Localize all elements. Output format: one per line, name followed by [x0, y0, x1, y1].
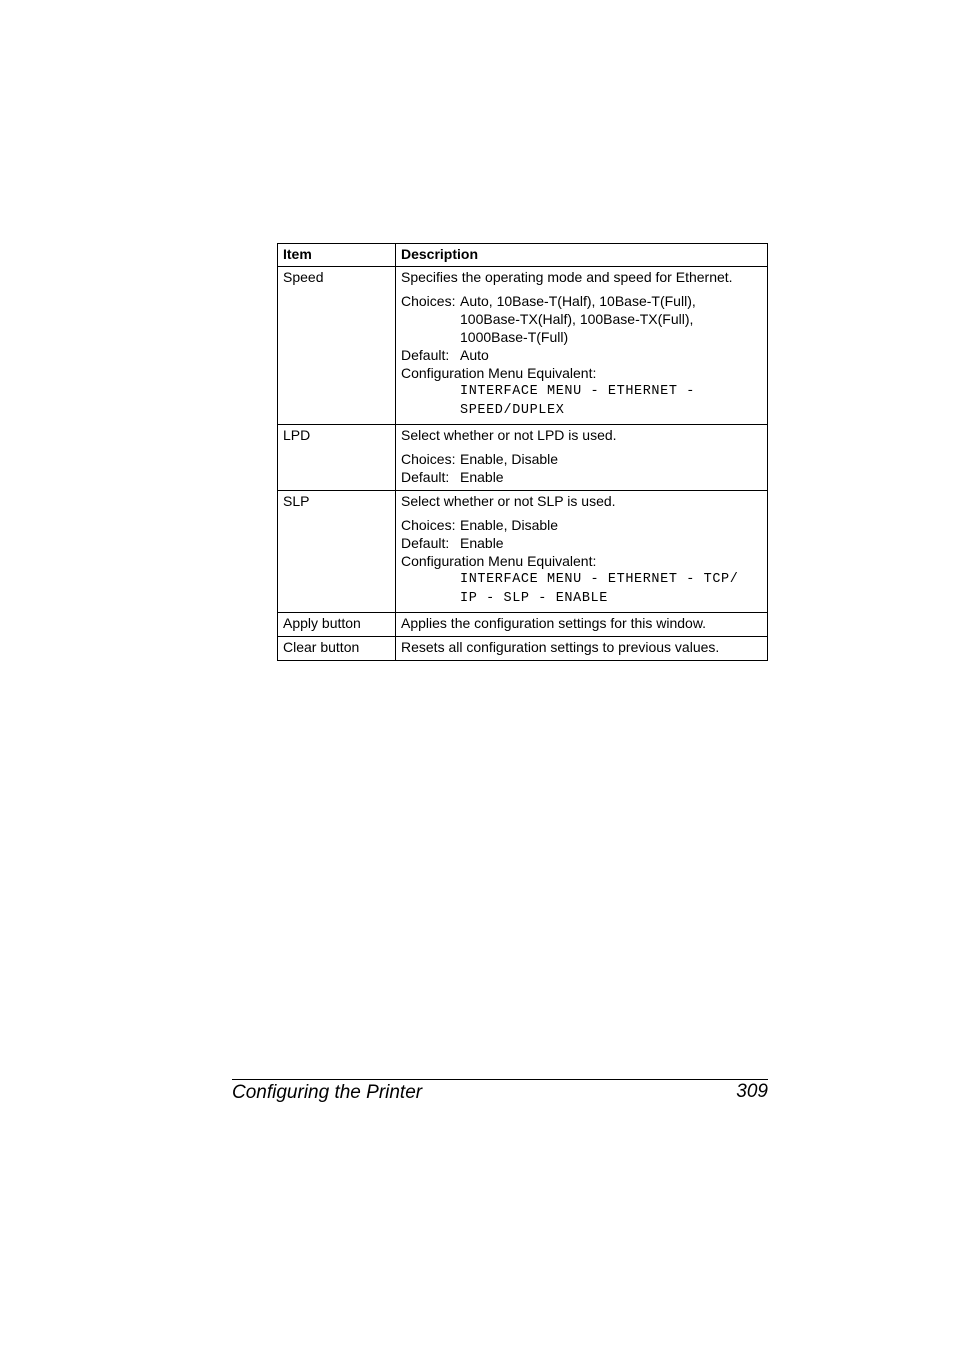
slp-choices-label: Choices:	[401, 517, 456, 533]
lpd-intro: Select whether or not LPD is used.	[401, 427, 617, 443]
slp-default-value: Enable	[460, 535, 504, 551]
table-row-speed	[278, 267, 768, 425]
item-clear-button: Clear button	[278, 637, 396, 661]
slp-menu-label: Configuration Menu Equivalent:	[401, 553, 597, 569]
description-lpd	[396, 425, 768, 491]
table-row-apply	[278, 613, 768, 637]
description-clear-button: Resets all configuration settings to previous values.	[396, 637, 768, 661]
lpd-default-value: Enable	[460, 469, 504, 485]
lpd-choices-value: Enable, Disable	[460, 451, 559, 467]
description-apply-button: Applies the configuration settings for this window.	[396, 613, 768, 637]
description-slp	[396, 491, 768, 613]
speed-default-label: Default:	[401, 347, 450, 363]
speed-menu-line2: SPEED/DUPLEX	[460, 403, 565, 418]
slp-menu-line1: INTERFACE MENU - ETHERNET - TCP/	[460, 572, 739, 587]
speed-intro: Specifies the operating mode and speed for Ethernet.	[401, 269, 733, 285]
footer-chapter-title: Configuring the Printer	[232, 1082, 423, 1103]
slp-intro: Select whether or not SLP is used.	[401, 493, 616, 509]
header-description: Description	[396, 244, 768, 267]
table-row-clear	[278, 637, 768, 661]
lpd-default-label: Default:	[401, 469, 450, 485]
table-header-row	[278, 244, 768, 267]
settings-table	[277, 243, 768, 661]
slp-menu-line2: IP - SLP - ENABLE	[460, 591, 608, 606]
slp-choices-value: Enable, Disable	[460, 517, 559, 533]
page-number: 309	[736, 1081, 768, 1102]
table-row-slp	[278, 491, 768, 613]
speed-default-value: Auto	[460, 347, 489, 363]
speed-choices-line2: 100Base-TX(Half), 100Base-TX(Full),	[460, 311, 694, 327]
footer-divider	[232, 1079, 768, 1080]
item-lpd: LPD	[278, 425, 396, 491]
speed-menu-line1: INTERFACE MENU - ETHERNET -	[460, 384, 695, 399]
item-slp: SLP	[278, 491, 396, 613]
item-apply-button: Apply button	[278, 613, 396, 637]
speed-menu-label: Configuration Menu Equivalent:	[401, 365, 597, 381]
item-speed: Speed	[278, 267, 396, 425]
description-speed	[396, 267, 768, 425]
lpd-choices-label: Choices:	[401, 451, 456, 467]
table-row-lpd	[278, 425, 768, 491]
speed-choices-line1: Auto, 10Base-T(Half), 10Base-T(Full),	[460, 293, 696, 309]
speed-choices-line3: 1000Base-T(Full)	[460, 329, 569, 345]
speed-choices-label: Choices:	[401, 293, 456, 309]
header-item: Item	[278, 244, 396, 267]
slp-default-label: Default:	[401, 535, 450, 551]
